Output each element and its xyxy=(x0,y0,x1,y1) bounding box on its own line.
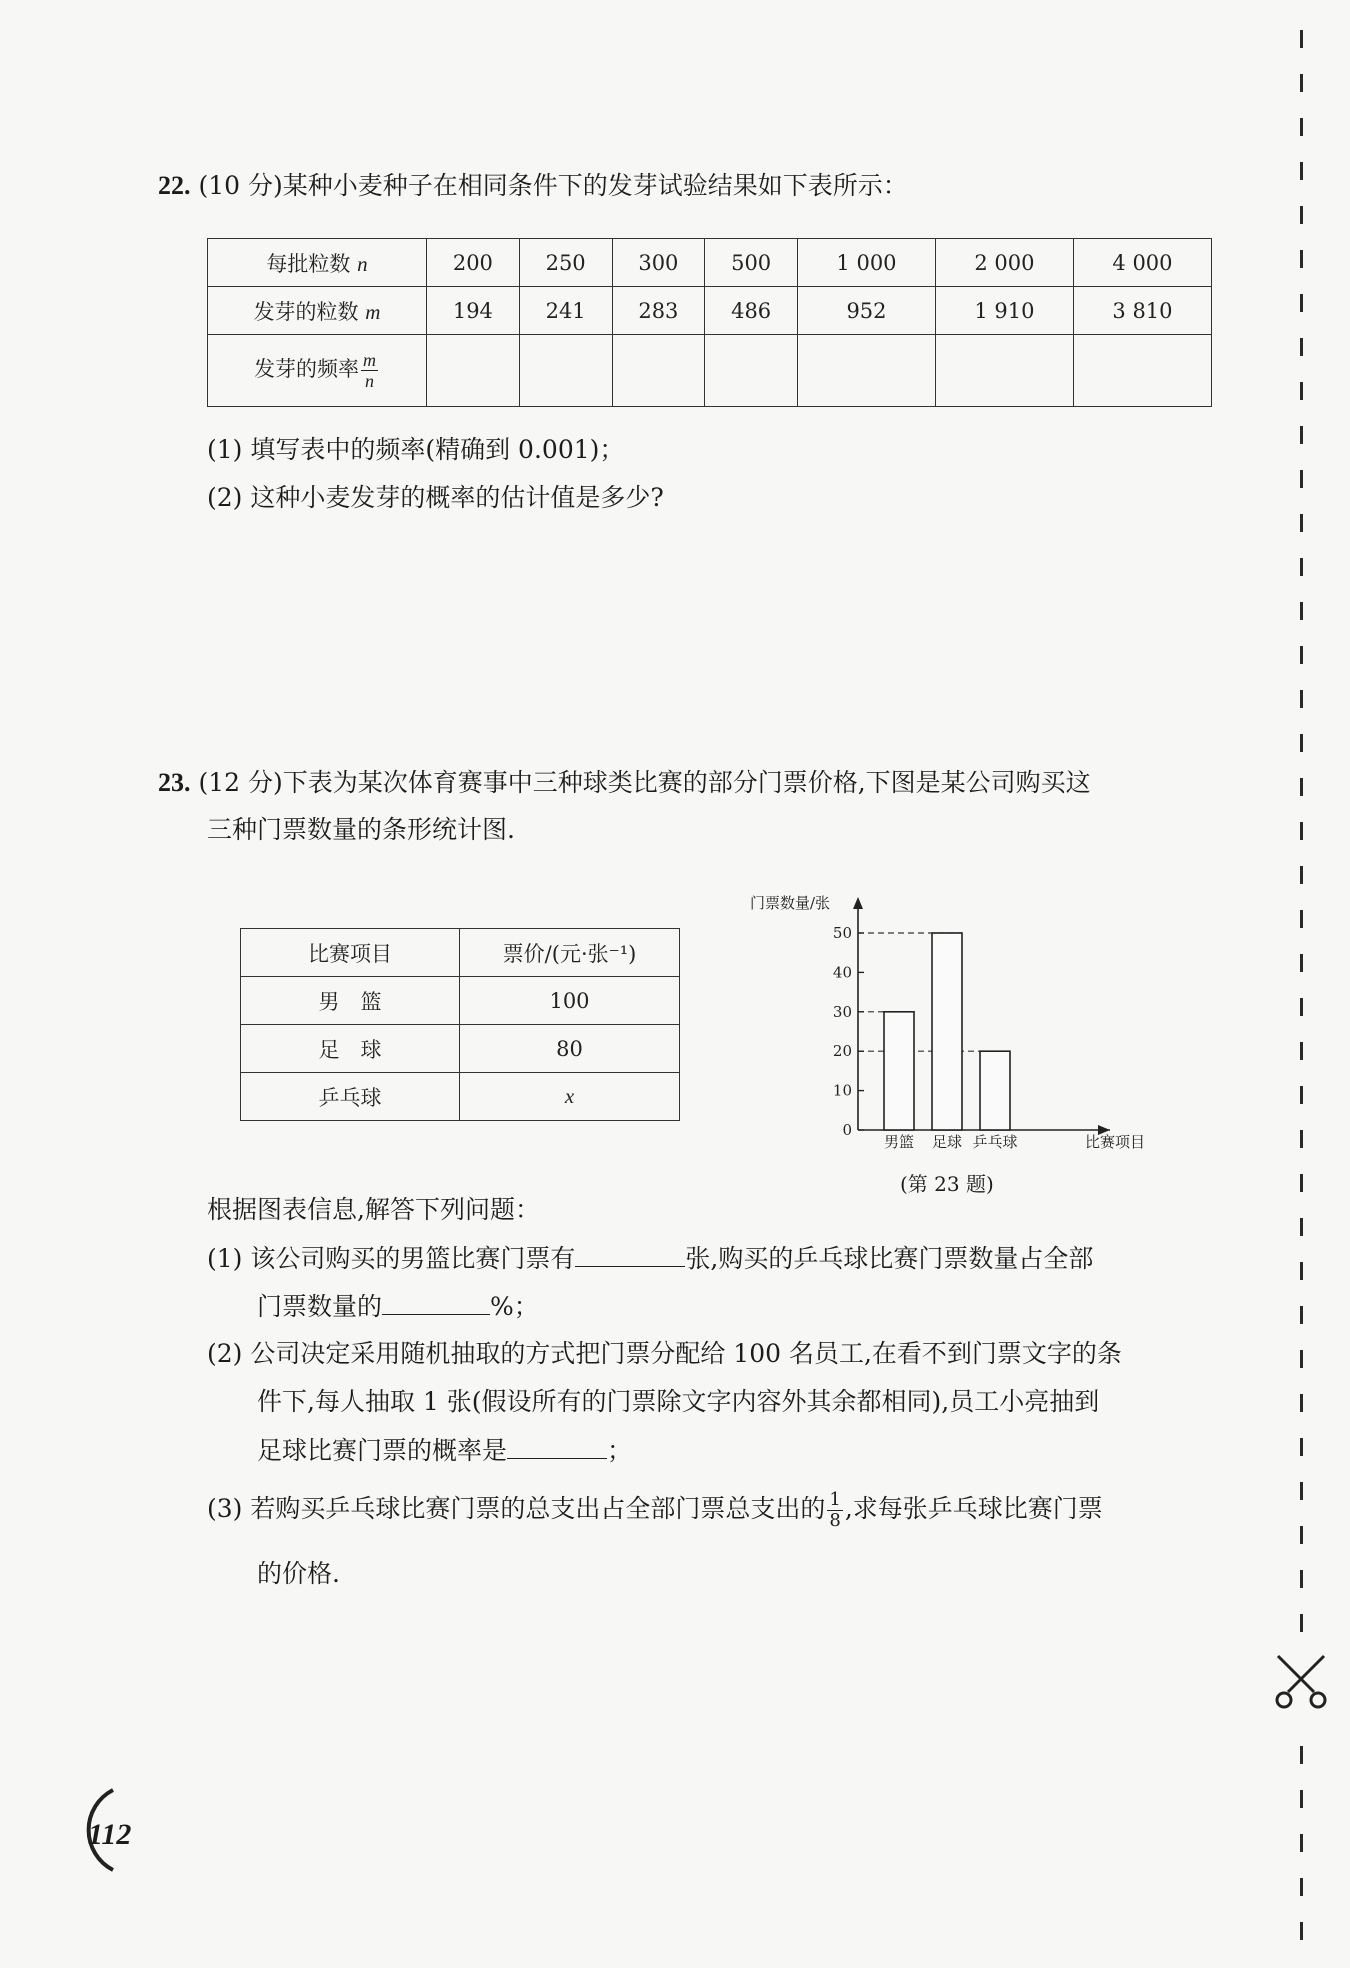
q22-row-label-batch: 每批粒数 n xyxy=(208,239,427,287)
cut-line-dash xyxy=(1300,74,1303,92)
cut-line-dash xyxy=(1300,426,1303,444)
bar-1 xyxy=(884,1012,914,1130)
q22-batch-cell: 300 xyxy=(612,239,705,287)
cut-line-dash xyxy=(1300,1086,1303,1104)
cut-line-dash xyxy=(1300,1526,1303,1544)
cut-line-dash xyxy=(1300,1306,1303,1324)
answer-blank[interactable] xyxy=(382,1288,490,1315)
q22-germ-cell: 3 810 xyxy=(1073,287,1211,335)
cut-line-dash xyxy=(1300,118,1303,136)
q22-batch-cell: 500 xyxy=(705,239,798,287)
q23-sub1-line1: (1) 该公司购买的男篮比赛门票有 张,购买的乒乓球比赛门票数量占全部 xyxy=(207,1240,1093,1277)
q22-germ-cell: 241 xyxy=(519,287,612,335)
q23-stem xyxy=(158,765,1091,801)
q22-freq-cell[interactable] xyxy=(1073,335,1211,407)
cut-line-dash xyxy=(1300,602,1303,620)
q23-item-cell: 男 篮 xyxy=(241,977,460,1025)
q23-sub3-line2: 的价格. xyxy=(257,1559,340,1588)
cut-line-dash xyxy=(1300,998,1303,1016)
cut-line-dash xyxy=(1300,954,1303,972)
q23-sub2-line1: (2) 公司决定采用随机抽取的方式把门票分配给 100 名员工,在看不到门票文字的条 xyxy=(207,1339,1122,1368)
cut-line-dash xyxy=(1300,250,1303,268)
answer-blank[interactable] xyxy=(507,1432,607,1459)
category-label: 乒乓球 xyxy=(972,1133,1018,1151)
q23-price-cell: x xyxy=(460,1073,680,1121)
q22-number: 22. xyxy=(158,171,191,200)
table-row xyxy=(208,287,1212,335)
y-tick-label: 30 xyxy=(832,1002,852,1021)
q22-batch-cell: 1 000 xyxy=(798,239,936,287)
q23-stem-line1: (12 分)下表为某次体育赛事中三种球类比赛的部分门票价格,下图是某公司购买这 xyxy=(198,768,1091,797)
cut-line-dash xyxy=(1300,1834,1303,1852)
q22-stem xyxy=(158,168,908,204)
table-row xyxy=(208,335,1212,407)
cut-line-dash xyxy=(1300,162,1303,180)
scissors-icon xyxy=(1270,1650,1332,1712)
cut-line-dash xyxy=(1300,1042,1303,1060)
cut-line-dash xyxy=(1300,1746,1303,1764)
cut-line-dash xyxy=(1300,470,1303,488)
table-row xyxy=(241,1073,680,1121)
q23-figure-caption: (第 23 题) xyxy=(900,1172,994,1196)
cut-line-dash xyxy=(1300,1482,1303,1500)
q23-number: 23. xyxy=(158,768,191,797)
chart-ticks xyxy=(833,924,864,1139)
y-tick-label: 40 xyxy=(832,963,852,982)
q23-item-cell: 足 球 xyxy=(241,1025,460,1073)
q22-batch-cell: 4 000 xyxy=(1073,239,1211,287)
cut-line-dash xyxy=(1300,1438,1303,1456)
cut-line-dash xyxy=(1300,1130,1303,1148)
category-label: 足球 xyxy=(931,1133,963,1151)
q22-freq-cell[interactable] xyxy=(705,335,798,407)
q22-germ-cell: 194 xyxy=(427,287,520,335)
q23-intro: 根据图表信息,解答下列问题： xyxy=(207,1195,540,1224)
cut-line-dash xyxy=(1300,30,1303,48)
cut-line-dash xyxy=(1300,382,1303,400)
q23-table xyxy=(240,928,680,1121)
q22-germ-cell: 283 xyxy=(612,287,705,335)
table-row xyxy=(241,1025,680,1073)
cut-line-dash xyxy=(1300,1570,1303,1588)
chart-bars xyxy=(884,933,1010,1130)
q23-header-price: 票价/(元·张⁻¹) xyxy=(460,929,680,977)
q23-price-cell: 100 xyxy=(460,977,680,1025)
cut-line-dash xyxy=(1300,822,1303,840)
bar-2 xyxy=(932,933,962,1130)
cut-line-dash xyxy=(1300,294,1303,312)
cut-line-dash xyxy=(1300,514,1303,532)
page-number: 112 xyxy=(88,1818,132,1851)
chart-categories xyxy=(884,1133,1018,1151)
q23-sub2-line3: 足球比赛门票的概率是 ； xyxy=(257,1432,632,1469)
q22-freq-cell[interactable] xyxy=(612,335,705,407)
chart-xlabel: 比赛项目 xyxy=(1085,1133,1146,1151)
cut-line-dash xyxy=(1300,206,1303,224)
cut-line-dash xyxy=(1300,1790,1303,1808)
q22-row-label-germinated: 发芽的粒数 m xyxy=(208,287,427,335)
cut-line-dash xyxy=(1300,866,1303,884)
cut-line-dash xyxy=(1300,910,1303,928)
q22-germ-cell: 1 910 xyxy=(935,287,1073,335)
y-tick-label: 10 xyxy=(832,1081,852,1100)
q22-freq-cell[interactable] xyxy=(427,335,520,407)
cut-line-dash xyxy=(1300,646,1303,664)
cut-line-dash xyxy=(1300,1922,1303,1940)
cut-line-dash xyxy=(1300,778,1303,796)
q22-batch-cell: 200 xyxy=(427,239,520,287)
cut-line-dash xyxy=(1300,690,1303,708)
cut-line-dash xyxy=(1300,558,1303,576)
q23-price-cell: 80 xyxy=(460,1025,680,1073)
q22-sub2: (2) 这种小麦发芽的概率的估计值是多少? xyxy=(207,483,664,512)
table-row xyxy=(241,929,680,977)
table-row xyxy=(208,239,1212,287)
cut-line-dash xyxy=(1300,1262,1303,1280)
chart-ylabel: 门票数量/张 xyxy=(750,894,831,912)
q22-row-label-frequency: 发芽的频率 $\frac{m}{n}$ xyxy=(208,335,427,407)
q23-stem-line2: 三种门票数量的条形统计图. xyxy=(207,815,515,844)
q23-bar-chart xyxy=(740,885,1180,1151)
bar-3 xyxy=(980,1051,1010,1130)
cut-line-dash xyxy=(1300,1350,1303,1368)
q22-batch-cell: 250 xyxy=(519,239,612,287)
q22-germ-cell: 952 xyxy=(798,287,936,335)
q23-sub2-line2: 件下,每人抽取 1 张(假设所有的门票除文字内容外其余都相同),员工小亮抽到 xyxy=(257,1387,1100,1416)
q22-germ-cell: 486 xyxy=(705,287,798,335)
q23-sub3-line1: (3) 若购买乒乓球比赛门票的总支出占全部门票总支出的 $\frac{1}{8}$ ,求每张乒乓球比赛门票 xyxy=(207,1489,1103,1531)
q22-batch-cell: 2 000 xyxy=(935,239,1073,287)
cut-line-dash xyxy=(1300,1174,1303,1192)
table-row xyxy=(241,977,680,1025)
q22-freq-cell[interactable] xyxy=(519,335,612,407)
cut-line-dash xyxy=(1300,1218,1303,1236)
cut-line-dash xyxy=(1300,1394,1303,1412)
y-tick-label: 50 xyxy=(832,924,852,942)
q23-header-item: 比赛项目 xyxy=(241,929,460,977)
q23-item-cell: 乒乓球 xyxy=(241,1073,460,1121)
y-axis-arrow xyxy=(853,897,863,909)
y-tick-label: 20 xyxy=(832,1042,852,1061)
cut-line-dash xyxy=(1300,1878,1303,1896)
cut-line-dash xyxy=(1300,338,1303,356)
q22-table xyxy=(207,238,1212,407)
q23-sub1-line2: 门票数量的 %； xyxy=(257,1288,539,1325)
q22-stem-text: (10 分)某种小麦种子在相同条件下的发芽试验结果如下表所示： xyxy=(198,171,908,200)
y-tick-label: 0 xyxy=(842,1121,852,1139)
cut-line-dash xyxy=(1300,1614,1303,1632)
answer-blank[interactable] xyxy=(575,1240,685,1267)
q22-freq-cell[interactable] xyxy=(798,335,936,407)
category-label: 男篮 xyxy=(883,1133,915,1151)
q22-sub1: (1) 填写表中的频率(精确到 0.001)； xyxy=(207,435,625,464)
q22-freq-cell[interactable] xyxy=(935,335,1073,407)
cut-line-dash xyxy=(1300,734,1303,752)
